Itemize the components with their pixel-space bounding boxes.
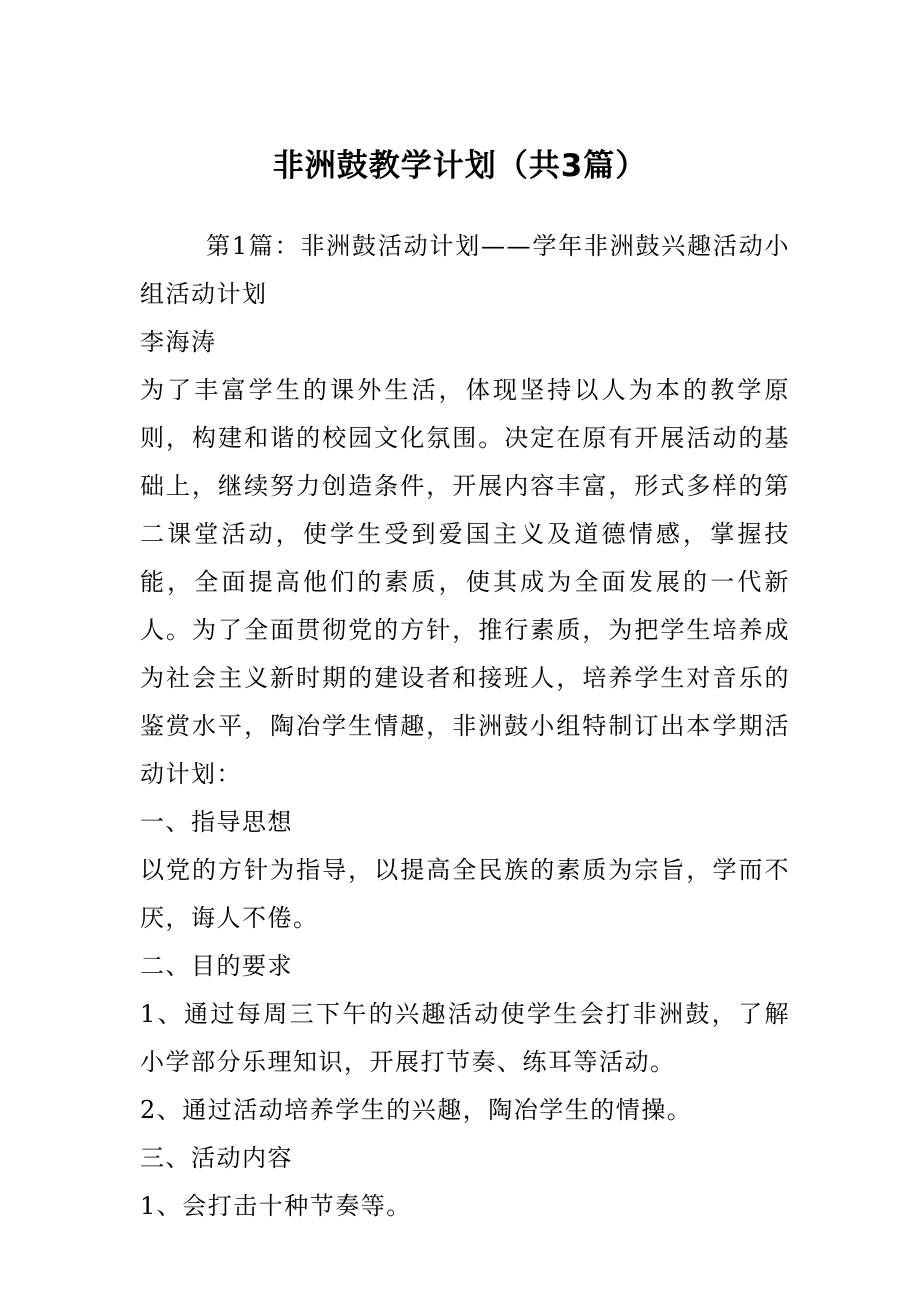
section-heading-activity-content: 三、活动内容 (140, 1144, 293, 1172)
section-heading-objectives: 二、目的要求 (140, 952, 293, 980)
guiding-ideology-paragraph: 以党的方针为指导，以提高全民族的素质为宗旨，学而不厌，诲人不倦。 (140, 856, 790, 932)
intro-paragraph: 为了丰富学生的课外生活，体现坚持以人为本的教学原则，构建和谐的校园文化氛围。决定在原有开展活动的基础上，继续努力创造条件，开展内容丰富，形式多样的第二课堂活动，使学生受到爱国主义及道德情感，掌握技能，全面提高他们的素质，使其成为全面发展的一代新人。为了全面贯彻党的方针，推行素质，为把学生培养成为社会主义新时期的建设者和接班人，培养学生对音乐的鉴赏水平，陶冶学生情趣，非洲鼓小组特制订出本学期活动计划： (140, 376, 790, 788)
activity-item-1: 1、会打击十种节奏等。 (140, 1192, 412, 1220)
document-body (140, 222, 790, 1230)
chapter-heading: 第1篇：非洲鼓活动计划——学年非洲鼓兴趣活动小组活动计划 (140, 232, 790, 308)
section-heading-guiding-ideology: 一、指导思想 (140, 808, 293, 836)
objective-item-2: 2、通过活动培养学生的兴趣，陶冶学生的情操。 (140, 1096, 693, 1124)
objective-item-1: 1、通过每周三下午的兴趣活动使学生会打非洲鼓，了解小学部分乐理知识，开展打节奏、练耳等活动。 (140, 1000, 790, 1076)
document-title: 非洲鼓教学计划（共3篇） (272, 148, 648, 184)
author-name: 李海涛 (140, 328, 217, 356)
